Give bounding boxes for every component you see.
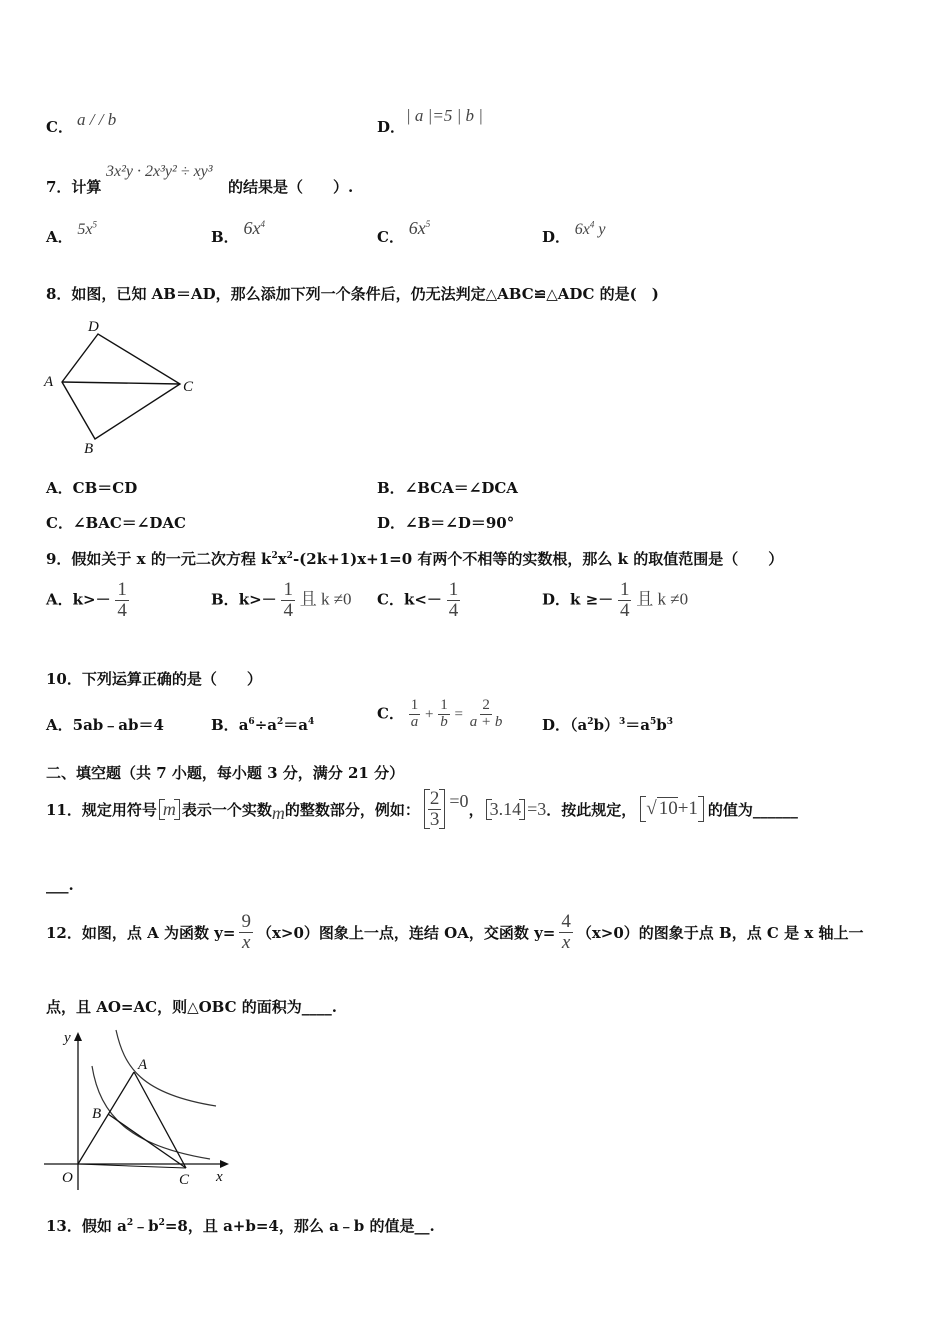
q6-option-c-label: C．	[46, 118, 73, 136]
q10-stem: 10．下列运算正确的是（ ）	[46, 670, 262, 688]
q10-option-a: A．5ab﹣ab＝4	[46, 716, 164, 734]
figure-label-b: B	[92, 1106, 102, 1122]
figure-label-d: D	[88, 319, 99, 335]
q8-option-a: A．CB＝CD	[46, 479, 138, 497]
q11-line: 11．规定用符号 m 表示一个实数 m 的整数部分，例如： $\frac{2}{3}$ =0 ， 3.14 =3 ．按此规定， √ 10+1 的值为______	[46, 787, 798, 830]
q6-option-d-math: | a |=5 | b |	[406, 106, 483, 125]
q8-option-c: C．∠BAC＝∠DAC	[46, 514, 186, 532]
q6-option-d-label: D．	[377, 118, 406, 136]
q7-prefix: 7．计算	[46, 178, 102, 196]
q13-stem: 13．假如 $a^2﹣b^2=8$，且 a+b=4，那么 a﹣b 的值是__.	[46, 1217, 435, 1235]
q8-quadrilateral-figure	[40, 312, 210, 460]
q12-line-2: 点，且 AO=AC，则△OBC 的面积为____.	[46, 998, 338, 1016]
q9-option-b: B．k>－ $\frac{1}{4}$ 且 k ≠0	[211, 579, 352, 621]
figure-label-y: y	[64, 1030, 71, 1046]
figure-label-o: O	[62, 1170, 73, 1186]
q9-stem: 9．假如关于 x 的一元二次方程 $k^2x^2-(2k+1)x+1=0$ 有两个不相等的实数根，那么 k 的取值范围是（ ）	[46, 550, 784, 568]
q11-continuation: ___.	[46, 876, 74, 894]
q8-option-d: D．∠B＝∠D＝90°	[377, 514, 515, 532]
q9-option-d: D．k ≥－ $\frac{1}{4}$ 且 k ≠0	[542, 579, 689, 621]
q9-option-a: A．k>－ $\frac{1}{4}$	[46, 579, 127, 621]
q7-option-d: D． $6x^4$ y	[542, 219, 606, 246]
q10-option-c: C． $\frac{1}{a}$ + $\frac{1}{b}$ = $\frac{2}{a + b}$	[377, 697, 503, 730]
q9-option-c: C．k<－ $\frac{1}{4}$	[377, 579, 459, 621]
figure-label-c: C	[179, 1172, 190, 1188]
figure-label-c: C	[183, 379, 194, 395]
q10-option-d: D．$(a^2b)^3=a^5b^3$	[542, 716, 674, 734]
figure-label-a: A	[138, 1057, 148, 1073]
q6-option-c-math: a / / b	[77, 110, 117, 129]
figure-label-a: A	[44, 374, 54, 390]
q12-line-1: 12．如图，点 A 为函数 y= $\frac{9}{x}$ （x>0）图象上一点，连结 OA，交函数 y= $\frac{4}{x}$ （x>0）的图象于点 B，点 C 是 x 轴上一	[46, 910, 864, 953]
q7-option-a: A． $5x^5$	[46, 219, 98, 246]
q7-option-b: B． $6x^4$	[211, 218, 265, 246]
section-2-title: 二、填空题（共 7 小题，每小题 3 分，满分 21 分）	[46, 764, 405, 782]
q12-graph-figure	[40, 1026, 235, 1192]
figure-label-x: x	[216, 1169, 223, 1185]
q7-option-c: C． $6x^5$	[377, 218, 431, 246]
q7-expression: 3x²y · 2x³y² ÷ xy³	[106, 163, 213, 180]
q7-suffix: 的结果是（ ）.	[228, 178, 354, 196]
figure-label-b: B	[84, 441, 94, 457]
q8-stem: 8．如图，已知 AB＝AD，那么添加下列一个条件后，仍无法判定△ABC≌△ADC 的是( )	[46, 285, 659, 303]
q8-option-b: B．∠BCA＝∠DCA	[377, 479, 518, 497]
q10-option-b: B．$a^6\div a^2=a^4$	[211, 716, 315, 734]
